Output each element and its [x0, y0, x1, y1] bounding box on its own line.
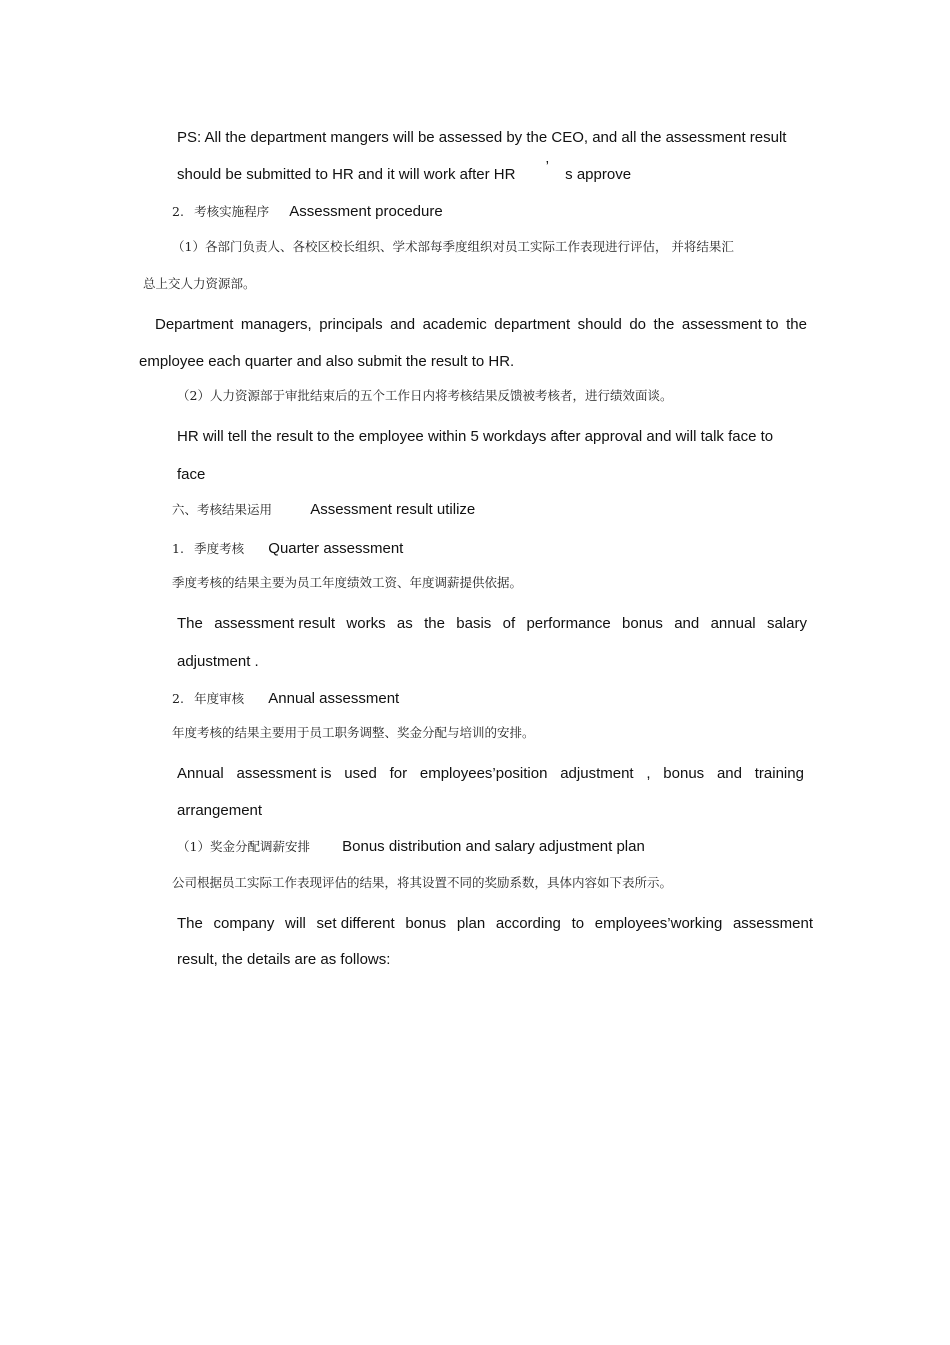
- bonus-desc-cn: 公司根据员工实际工作表现评估的结果，将其设置不同的奖励系数，具体内容如下表所示。: [172, 875, 673, 890]
- word: salary: [766, 615, 807, 632]
- word: works: [346, 615, 386, 632]
- quarter-number: 1.: [172, 541, 184, 556]
- ps-line-2: [177, 158, 632, 185]
- word: ,: [646, 765, 651, 782]
- quarter-desc-cn: 季度考核的结果主要为员工年度绩效工资、年度调薪提供依据。: [172, 575, 523, 590]
- word: assessment to: [681, 316, 779, 333]
- annual-desc-en-line-1: [177, 764, 804, 784]
- word: bonus: [405, 915, 447, 932]
- word: assessment: [732, 915, 813, 932]
- heading-annual-assessment: [172, 689, 399, 709]
- ps-line-2-end: s approve: [565, 166, 632, 183]
- heading-number: 2.: [172, 204, 184, 219]
- p2-cn: （2）人力资源部于审批结束后的五个工作日内将考核结果反馈被考核者，进行绩效面谈。: [177, 388, 673, 403]
- annual-en: Annual assessment: [268, 690, 400, 707]
- word: annual: [710, 615, 756, 632]
- word: department: [494, 316, 571, 333]
- word: will: [285, 915, 306, 932]
- word: assessment result: [214, 615, 336, 632]
- annual-cn: 年度审核: [194, 691, 245, 706]
- word: used: [344, 765, 377, 782]
- section-6-cn: 六、考核结果运用: [172, 502, 273, 517]
- word: employees’position: [419, 765, 548, 782]
- ps-line-2-text: should be submitted to HR and it will work after HR: [177, 166, 516, 183]
- word: training: [754, 765, 804, 782]
- annual-number: 2.: [172, 691, 184, 706]
- quarter-desc-en-line-1: [177, 614, 807, 634]
- word: The: [177, 615, 203, 632]
- p1-cn-line-1: （1）各部门负责人、各校区校长组织、学术部每季度组织对员工实际工作表现进行评估， 并将结果汇: [172, 239, 734, 254]
- word: and: [716, 765, 742, 782]
- word: plan: [456, 915, 486, 932]
- word: academic: [422, 316, 487, 333]
- p2-en-line-1: HR will tell the result to the employee within 5 workdays after approval and will talk face to: [177, 428, 774, 445]
- word: principals: [319, 316, 383, 333]
- heading-bonus-distribution: [177, 837, 645, 857]
- word: the: [424, 615, 445, 632]
- bonus-cn: （1）奖金分配调薪安排: [177, 839, 310, 854]
- word: bonus: [622, 615, 663, 632]
- section-6-en: Assessment result utilize: [310, 501, 476, 518]
- bonus-desc-en-line-2: result, the details are as follows:: [177, 951, 391, 968]
- p1-en-line-2: employee each quarter and also submit the result to HR.: [139, 353, 515, 370]
- word: adjustment: [560, 765, 634, 782]
- word: should: [577, 316, 622, 333]
- word: bonus: [663, 765, 705, 782]
- p1-cn-line-2: 总上交人力资源部。: [143, 276, 256, 291]
- word: performance: [526, 615, 611, 632]
- word: managers,: [240, 316, 312, 333]
- word: the: [786, 316, 807, 333]
- word: Department: [155, 316, 234, 333]
- annual-desc-cn: 年度考核的结果主要用于员工职务调整、奖金分配与培训的安排。: [172, 725, 535, 740]
- p2-en-line-2: face: [177, 466, 206, 483]
- word: and: [390, 316, 416, 333]
- word: and: [674, 615, 700, 632]
- word: do: [629, 316, 647, 333]
- bonus-desc-en-line-1: [177, 914, 813, 934]
- heading-quarter-assessment: [172, 539, 403, 559]
- ps-apostrophe: ’: [545, 158, 549, 175]
- word: to: [571, 915, 585, 932]
- heading-assessment-procedure: [172, 202, 443, 222]
- word: as: [396, 615, 413, 632]
- word: Annual: [177, 765, 224, 782]
- quarter-cn: 季度考核: [194, 541, 245, 556]
- word: The: [177, 915, 203, 932]
- heading-section-6: [172, 500, 475, 520]
- annual-desc-en-line-2: arrangement: [177, 802, 263, 819]
- word: according: [495, 915, 561, 932]
- word: of: [502, 615, 516, 632]
- word: basis: [456, 615, 492, 632]
- word: the: [653, 316, 675, 333]
- quarter-en: Quarter assessment: [268, 540, 404, 557]
- word: company: [213, 915, 275, 932]
- word: for: [389, 765, 408, 782]
- word: set different: [316, 915, 395, 932]
- p1-en-line-1: [155, 315, 807, 335]
- ps-line-1: PS: All the department mangers will be assessed by the CEO, and all the assessment result: [177, 129, 787, 146]
- bonus-en: Bonus distribution and salary adjustment plan: [342, 838, 645, 855]
- quarter-desc-en-line-2: adjustment .: [177, 653, 259, 670]
- word: assessment is: [236, 765, 332, 782]
- heading-en: Assessment procedure: [289, 203, 443, 220]
- word: employees’working: [594, 915, 723, 932]
- heading-cn: 考核实施程序: [194, 204, 270, 219]
